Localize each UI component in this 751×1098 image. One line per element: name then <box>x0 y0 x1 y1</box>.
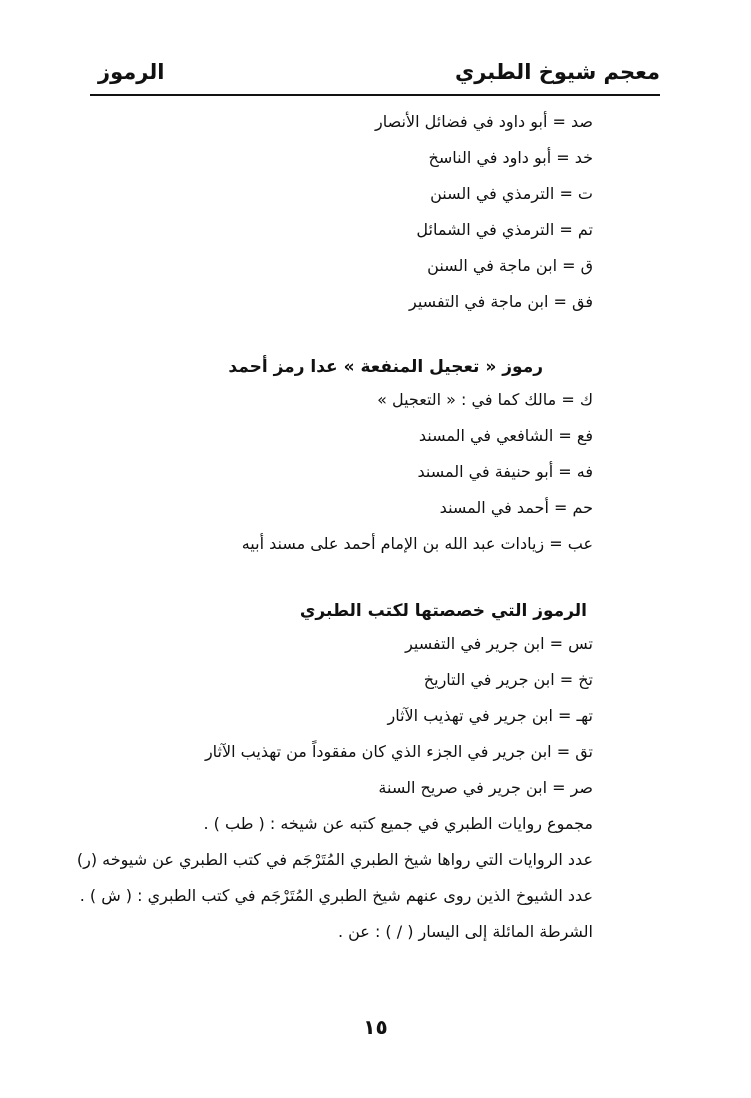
page-header <box>90 56 660 100</box>
page-content <box>76 112 593 958</box>
abbreviation-line: حم = أحمد في المسند <box>439 498 593 517</box>
abbreviation-line: تس = ابن جرير في التفسير <box>405 634 593 653</box>
note-line: عدد الروايات التي رواها شيخ الطبري المُتَرْجَم في كتب الطبري عن شيوخه (ر) <box>76 850 593 869</box>
abbreviation-line: تق = ابن جرير في الجزء الذي كان مفقوداً من تهذيب الآثار <box>204 742 593 761</box>
section-heading: رموز « تعجيل المنفعة » عدا رمز أحمد <box>228 357 543 377</box>
abbreviation-line: ت = الترمذي في السنن <box>430 184 593 203</box>
abbreviation-line: ك = مالك كما في : « التعجيل » <box>377 390 593 409</box>
note-line: مجموع روايات الطبري في جميع كتبه عن شيخه : ( طب ) . <box>203 814 593 833</box>
header-divider <box>90 94 660 96</box>
abbreviation-line: صد = أبو داود في فضائل الأنصار <box>375 112 593 131</box>
abbreviation-line: تخ = ابن جرير في التاريخ <box>423 670 593 689</box>
note-line: عدد الشيوخ الذين روى عنهم شيخ الطبري المُتَرْجَم في كتب الطبري : ( ش ) . <box>79 886 593 905</box>
abbreviation-line: صر = ابن جرير في صريح السنة <box>378 778 593 797</box>
abbreviation-line: فق = ابن ماجة في التفسير <box>409 292 593 311</box>
page-number: ١٥ <box>363 1015 388 1039</box>
abbreviation-line: عب = زيادات عبد الله بن الإمام أحمد على مسند أبيه <box>241 534 593 553</box>
abbreviation-line: خد = أبو داود في الناسخ <box>428 148 593 167</box>
note-line: الشرطة المائلة إلى اليسار ( / ) : عن . <box>337 922 593 941</box>
abbreviation-line: تهـ = ابن جرير في تهذيب الآثار <box>387 706 593 725</box>
abbreviation-line: فع = الشافعي في المسند <box>418 426 593 445</box>
section-title: الرموز <box>98 60 165 84</box>
abbreviation-line: ق = ابن ماجة في السنن <box>427 256 593 275</box>
section-heading: الرموز التي خصصتها لكتب الطبري <box>299 601 587 621</box>
abbreviation-line: فه = أبو حنيفة في المسند <box>417 462 593 481</box>
abbreviation-line: تم = الترمذي في الشمائل <box>416 220 593 239</box>
book-title: معجم شيوخ الطبري <box>454 60 660 84</box>
